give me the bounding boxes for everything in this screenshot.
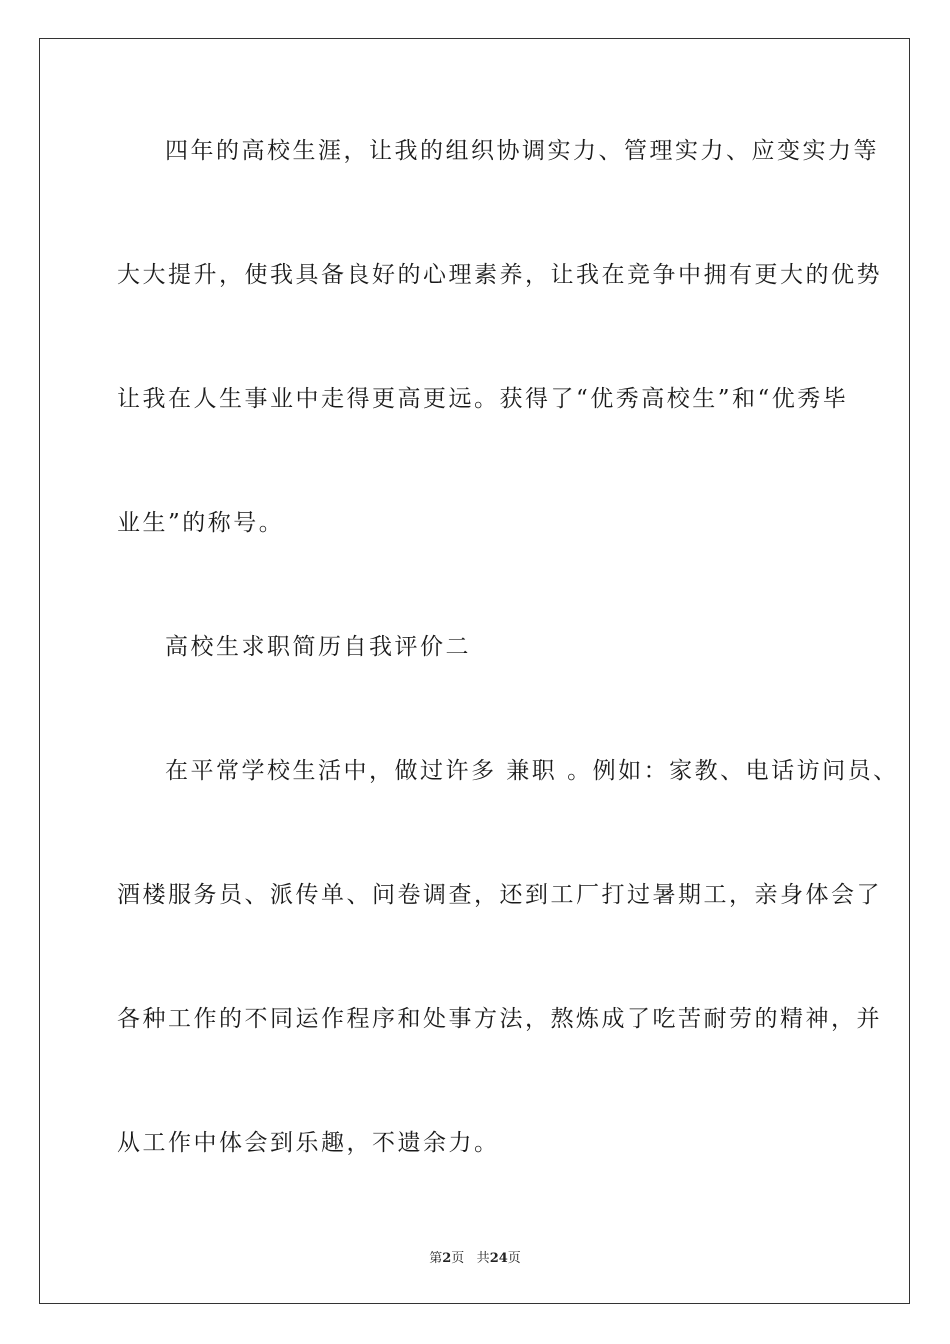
page-border [39,38,910,1304]
paragraph1-line4: 业生”的称号。 [117,510,285,536]
paragraph1-line1: 四年的高校生涯，让我的组织协调实力、管理实力、应变实力等 [165,138,879,164]
page-suffix: 页 [451,1251,465,1266]
page-footer [0,1247,950,1266]
paragraph1-line2: 大大提升，使我具备良好的心理素养，让我在竞争中拥有更大的优势 [117,262,882,288]
paragraph2-line1: 在平常学校生活中，做过许多 兼职 。例如：家教、电话访问员、 [165,758,899,784]
page-prefix: 第 [429,1251,443,1266]
section-heading: 高校生求职简历自我评价二 [165,634,471,660]
paragraph2-line3: 各种工作的不同运作程序和处事方法，熬炼成了吃苦耐劳的精神，并 [117,1006,882,1032]
total-prefix: 共 [476,1251,490,1266]
total-pages: 24 [489,1251,508,1266]
paragraph2-line4: 从工作中体会到乐趣，不遗余力。 [117,1130,500,1156]
total-suffix: 页 [507,1251,521,1266]
paragraph2-line2: 酒楼服务员、派传单、问卷调查，还到工厂打过暑期工，亲身体会了 [117,882,882,908]
paragraph1-line3: 让我在人生事业中走得更高更远。获得了“优秀高校生”和“优秀毕 [117,386,849,412]
page-number: 2 [442,1251,452,1266]
